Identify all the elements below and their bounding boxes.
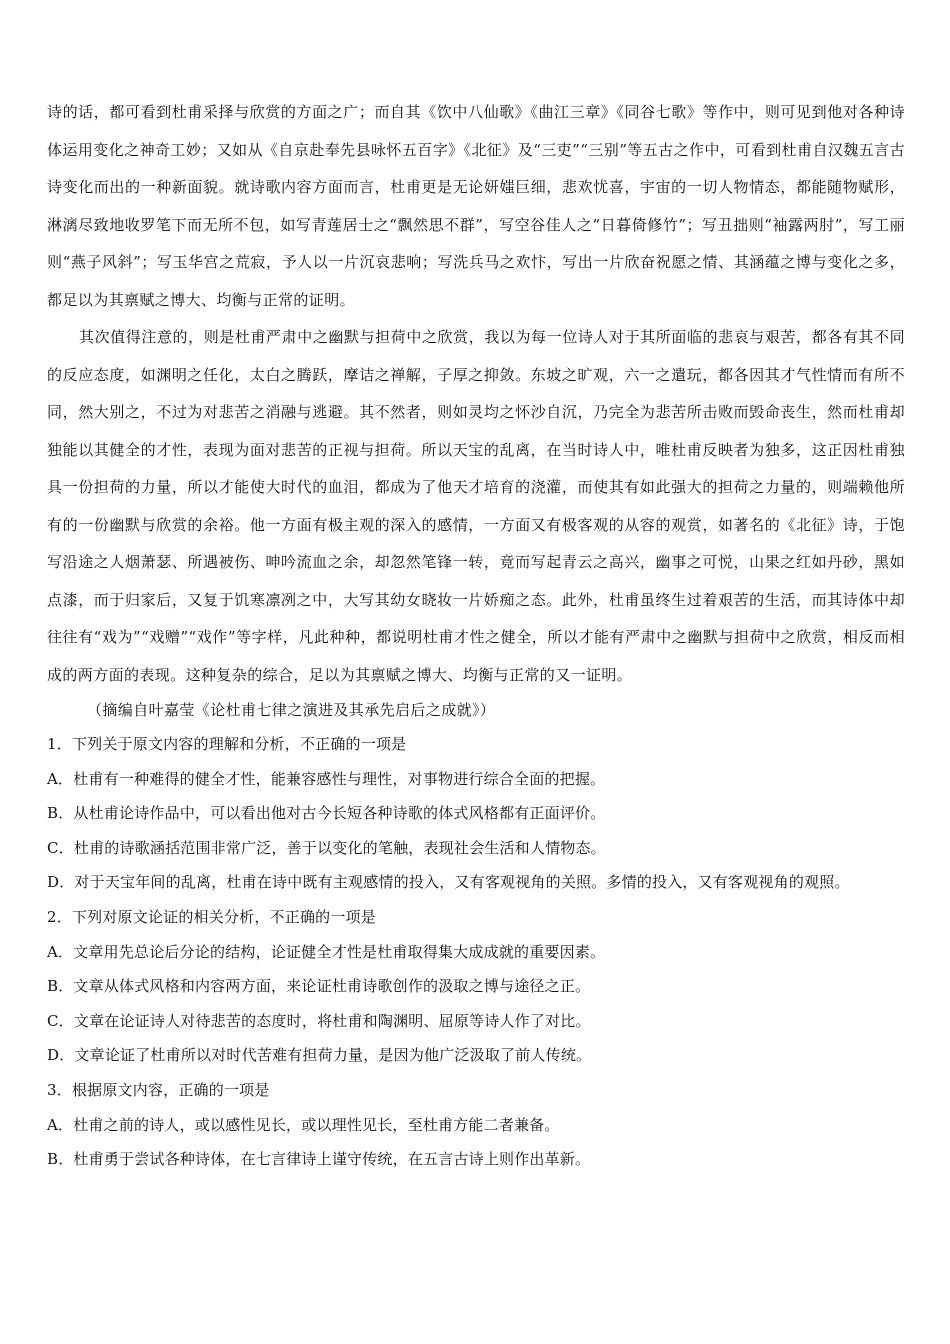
option-c: C．杜甫的诗歌涵括范围非常广泛，善于以变化的笔触，表现社会生活和人情物态。 bbox=[47, 838, 606, 857]
option-a: A．杜甫之前的诗人，或以感性见长，或以理性见长，至杜甫方能二者兼备。 bbox=[47, 1115, 560, 1134]
option-d: D．文章论证了杜甫所以对时代苦难有担荷力量，是因为他广泛汲取了前人传统。 bbox=[47, 1046, 592, 1065]
question-1 bbox=[47, 727, 905, 900]
option-a: A．文章用先总论后分论的结构，论证健全才性是杜甫取得集大成成就的重要因素。 bbox=[47, 942, 606, 961]
option-c: C．文章在论证诗人对待悲苦的态度时，将杜甫和陶渊明、屈原等诗人作了对比。 bbox=[47, 1011, 591, 1030]
option-b: B．文章从体式风格和内容两方面，来论证杜甫诗歌创作的汲取之博与途径之正。 bbox=[47, 977, 591, 996]
passage-source: （摘编自叶嘉莹《论杜甫七律之演进及其承先启后之成就》） bbox=[87, 701, 496, 719]
question-stem: 3．根据原文内容，正确的一项是 bbox=[47, 1080, 270, 1099]
option-b: B．从杜甫论诗作品中，可以看出他对古今长短各种诗歌的体式风格都有正面评价。 bbox=[47, 804, 606, 823]
passage-paragraph-2: 其次值得注意的，则是杜甫严肃中之幽默与担荷中之欣赏，我以为每一位诗人对于其所面临的悲哀与艰苦，都各有其不同的反应态度，如渊明之任化，太白之腾跃，摩诘之禅解，子厚之抑敛。东坡之旷观，六一之遣玩，都各因其才气性情而有所不同，然大别之，不过为对悲苦之消融与逃避。其不然者，则如灵均之怀沙自沉，乃完全为悲苦所击败而毁命丧生，然而杜甫却独能以其健全的才性，表现为面对悲苦的正视与担荷。所以天宝的乱离，在当时诗人中，唯杜甫反映者为独多，这正因杜甫独具一份担荷的力量，所以才能使大时代的血泪，都成为了他天才培育的浇灌，而使其有如此强大的担荷之力量的，则端赖他所有的一份幽默与欣赏的余裕。他一方面有极主观的深入的感情，一方面又有极客观的从容的观赏，如著名的《北征》诗，于饱写沿途之人烟萧瑟、所遇被伤、呻吟流血之余，却忽然笔锋一转，竟而写起青云之高兴，幽事之可悦，山果之红如丹砂，黑如点漆，而于归家后，又复于饥寒凛冽之中，大写其幼女晓妆一片娇痴之态。此外，杜甫虽终生过着艰苦的生活，而其诗体中却往往有“戏为”“戏赠”“戏作”等字样，凡此种种，都说明杜甫才性之健全，所以才能有严肃中之幽默与担荷中之欣赏，相反而相成的两方面的表现。这种复杂的综合，足以为其禀赋之博大、均衡与正常的又一证明。 bbox=[47, 328, 905, 684]
question-stem: 1．下列关于原文内容的理解和分析，不正确的一项是 bbox=[47, 735, 407, 753]
exam-page bbox=[47, 94, 905, 1177]
question-stem: 2．下列对原文论证的相关分析，不正确的一项是 bbox=[47, 907, 376, 926]
option-a: A．杜甫有一种难得的健全才性，能兼容感性与理性，对事物进行综合全面的把握。 bbox=[47, 769, 606, 788]
option-d: D．对于天宝年间的乱离，杜甫在诗中既有主观感情的投入，又有客观视角的关照。多情的投入，又有客观视角的观照。 bbox=[47, 873, 850, 892]
option-b: B．杜甫勇于尝试各种诗体，在七言律诗上谨守传统，在五言古诗上则作出革新。 bbox=[47, 1150, 591, 1169]
passage-paragraph-1: 诗的话，都可看到杜甫采择与欣赏的方面之广；而自其《饮中八仙歌》《曲江三章》《同谷七歌》等作中，则可见到他对各种诗体运用变化之神奇工妙；又如从《自京赴奉先县咏怀五百字》《北征》及“三吏”“三别”等五古之作中，可看到杜甫自汉魏五言古诗变化而出的一种新面貌。就诗歌内容方面而言，杜甫更是无论妍媸巨细，悲欢忧喜，宇宙的一切人物情态，都能随物赋形，淋漓尽致地收罗笔下而无所不包，如写青莲居士之“飘然思不群”，写空谷佳人之“日暮倚修竹”；写丑拙则“袖露两肘”，写工丽则“燕子风斜”；写玉华宫之荒寂，予人以一片沉哀悲响；写洗兵马之欢忭，写出一片欣奋祝愿之情、其涵蕴之博与变化之多，都足以为其禀赋之博大、均衡与正常的证明。 bbox=[47, 103, 905, 309]
question-3 bbox=[47, 1073, 905, 1177]
question-2 bbox=[47, 900, 905, 1073]
